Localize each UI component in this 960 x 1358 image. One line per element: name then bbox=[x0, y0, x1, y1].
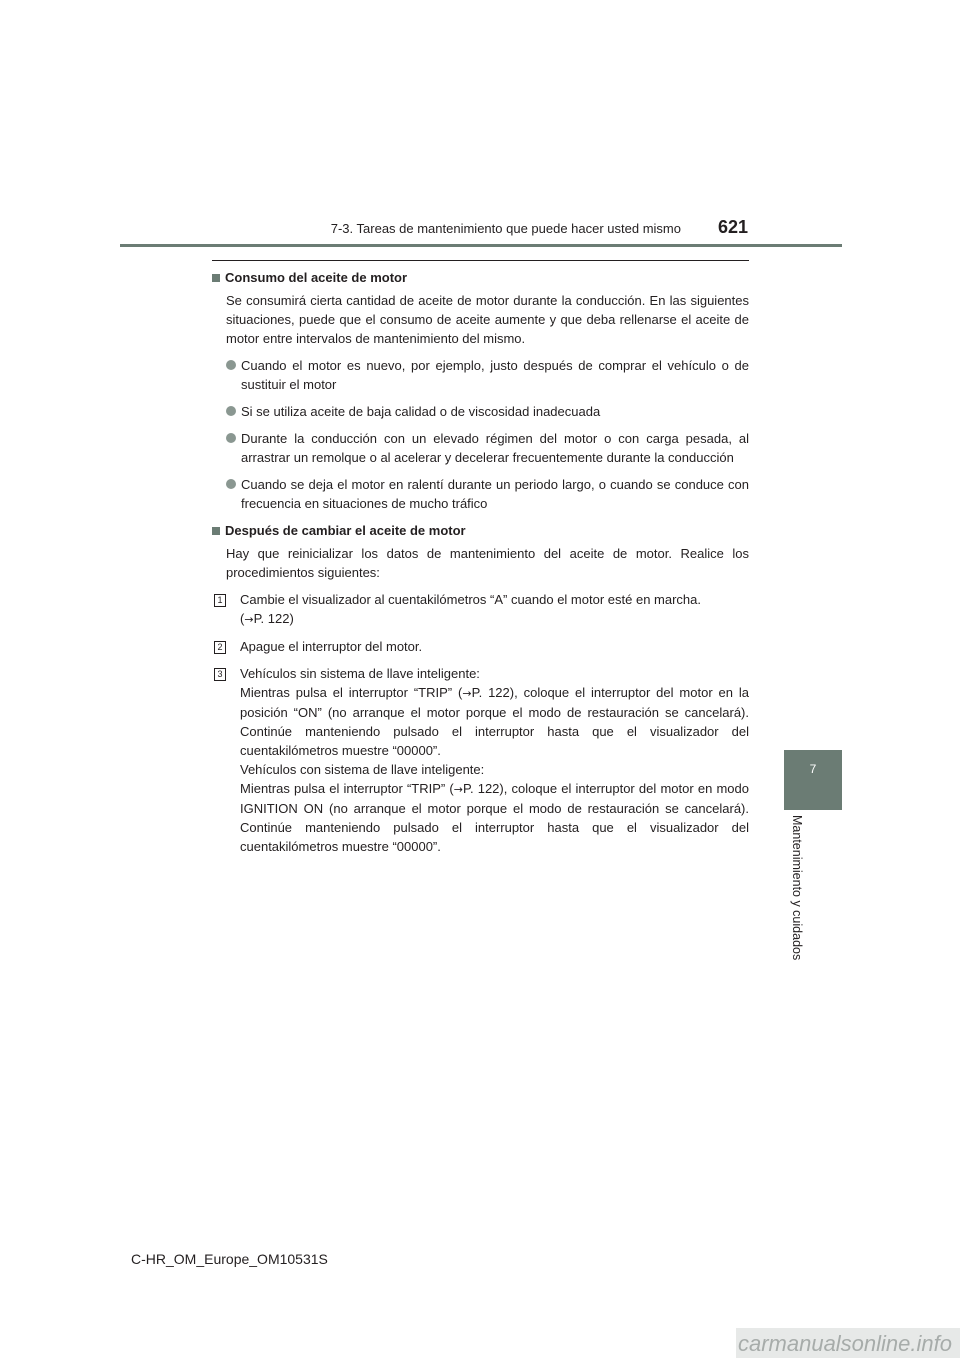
section-intro: Se consumirá cierta cantidad de aceite de motor durante la conducción. En las siguientes situaciones, puede que el consumo de aceite aumente y que deba rellenarse el aceite de motor entre intervalos de mantenimiento del mismo. bbox=[226, 293, 749, 346]
chapter-tab bbox=[784, 750, 842, 810]
arrow-icon: → bbox=[453, 783, 463, 796]
watermark-logo: carmanualsonline.info bbox=[737, 1331, 952, 1356]
arrow-icon: → bbox=[462, 687, 472, 700]
circle-bullet-icon bbox=[226, 433, 236, 443]
page-number: 621 bbox=[718, 217, 749, 237]
step-text bbox=[240, 590, 749, 629]
section-intro: Hay que reinicializar los datos de mantenimiento del aceite de motor. Realice los procedimientos siguientes: bbox=[226, 546, 749, 580]
watermark-bar bbox=[736, 1328, 960, 1358]
list-item bbox=[212, 475, 749, 513]
step-item bbox=[212, 590, 749, 629]
heading-text: Consumo del aceite de motor bbox=[225, 270, 408, 285]
paren: ( bbox=[240, 611, 245, 626]
list-item bbox=[212, 402, 749, 421]
list-item bbox=[212, 429, 749, 467]
list-item-text: Cuando se deja el motor en ralentí durante un periodo largo, o cuando se conduce con frecuencia en situaciones de mucho tráfico bbox=[241, 477, 749, 511]
step-subtitle: Vehículos sin sistema de llave inteligente: bbox=[240, 666, 480, 681]
step-item bbox=[212, 637, 749, 656]
document-id: C-HR_OM_Europe_OM10531S bbox=[131, 1251, 328, 1267]
step-text bbox=[240, 664, 749, 760]
step-body-a: Mientras pulsa el interruptor “TRIP” ( bbox=[240, 685, 463, 700]
section-heading-oil-consumption bbox=[212, 268, 749, 287]
arrow-icon: → bbox=[244, 613, 254, 626]
list-item bbox=[212, 356, 749, 394]
circle-bullet-icon bbox=[226, 360, 236, 370]
step-subtitle: Vehículos con sistema de llave inteligente: bbox=[240, 762, 485, 777]
step-number-badge: 1 bbox=[214, 594, 226, 607]
step-body-b: P. 122), coloque el interruptor del motor en la posición “ON” (no arranque el motor porque el modo de restauración se cancelará). Continúe manteniendo pulsado el interruptor hasta que el visualizador del cuentakilómetros muestre “00000”. bbox=[240, 685, 750, 758]
step-paragraph bbox=[212, 760, 749, 856]
section-heading-after-oil-change bbox=[212, 521, 749, 540]
page-content bbox=[212, 268, 749, 856]
chapter-label-wrap bbox=[786, 815, 806, 975]
step-number-badge: 3 bbox=[214, 668, 226, 681]
step-number-badge: 2 bbox=[214, 641, 226, 654]
step-body-a: Mientras pulsa el interruptor “TRIP” ( bbox=[240, 781, 454, 796]
step-body: Cambie el visualizador al cuentakilómetros “A” cuando el motor esté en marcha. bbox=[240, 592, 701, 607]
square-bullet-icon bbox=[212, 527, 220, 535]
step-text: Apague el interruptor del motor. bbox=[240, 639, 423, 654]
list-item-text: Si se utiliza aceite de baja calidad o de viscosidad inadecuada bbox=[241, 404, 601, 419]
chapter-label: Mantenimiento y cuidados bbox=[790, 815, 804, 961]
circle-bullet-icon bbox=[226, 479, 236, 489]
list-item-text: Durante la conducción con un elevado régimen del motor o con carga pesada, al arrastrar un remolque o al acelerar y decelerar frecuentemente durante la conducción bbox=[241, 431, 749, 465]
square-bullet-icon bbox=[212, 274, 220, 282]
section-title: 7-3. Tareas de mantenimiento que puede hacer usted mismo bbox=[330, 221, 681, 236]
chapter-number: 7 bbox=[809, 762, 817, 776]
step-body-b: P. 122), coloque el interruptor del motor en modo IGNITION ON (no arranque el motor porque el modo de restauración se cancelará). Continúe manteniendo pulsado el interruptor hasta que el visualizador del cuentakilómetros muestre “00000”. bbox=[240, 781, 749, 854]
circle-bullet-icon bbox=[226, 406, 236, 416]
content-rule bbox=[212, 260, 749, 261]
header-rule bbox=[120, 244, 842, 247]
heading-text: Después de cambiar el aceite de motor bbox=[225, 523, 466, 538]
list-item-text: Cuando el motor es nuevo, por ejemplo, justo después de comprar el vehículo o de sustituir el motor bbox=[241, 358, 749, 392]
page-ref: P. 122) bbox=[253, 611, 294, 626]
step-item bbox=[212, 664, 749, 760]
